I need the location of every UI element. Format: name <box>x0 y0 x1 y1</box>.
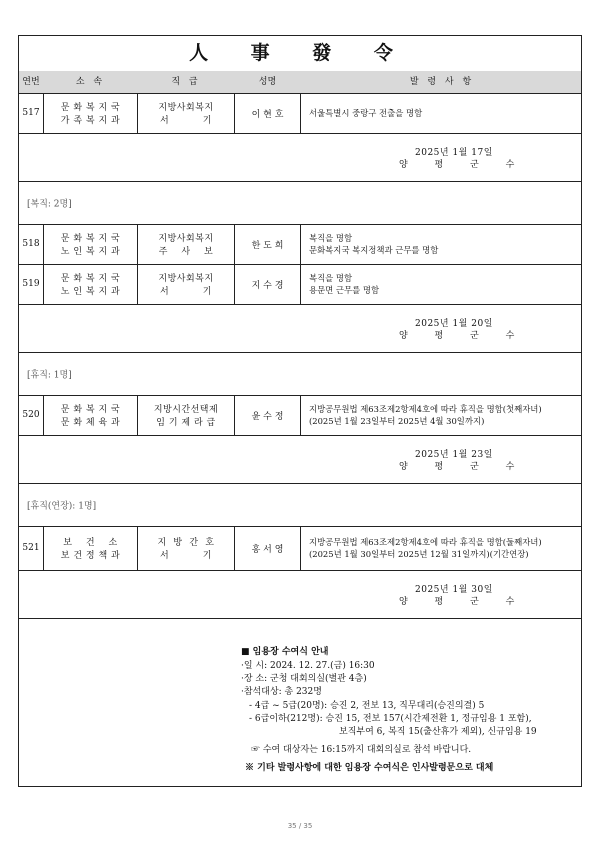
grade-line: 지 방 간 호 <box>157 538 215 548</box>
cell-order <box>309 264 579 304</box>
cell-num <box>19 395 43 435</box>
person-name: 이 현 호 <box>251 109 284 120</box>
order-line: (2025년 1월 30일부터 2025년 12월 31일까지)(기간연장) <box>309 549 529 559</box>
column-divider <box>300 395 301 435</box>
signature-row <box>19 133 581 182</box>
signer-name: 양 평 군 수 <box>399 160 527 170</box>
page-title: 人 事 發 令 <box>19 36 581 72</box>
order-line: 문화복지국 복지정책과 근무를 명함 <box>309 245 439 255</box>
dept-line: 문 화 체 육 과 <box>60 418 121 428</box>
page-number: 35 / 35 <box>287 822 313 830</box>
cell-num <box>19 93 43 133</box>
dept-line: 보 건 소 <box>63 538 118 548</box>
group-label: [휴직: 1명] <box>27 370 72 380</box>
ceremony-detail-2: - 6급이하(212명): 승진 15, 전보 157(시간제전환 1, 정규임용 1 포함), <box>249 714 532 724</box>
table-row <box>19 395 581 436</box>
cell-grade <box>138 93 234 133</box>
cell-order <box>309 224 579 264</box>
order-date: 2025년 1월 17일 <box>415 148 493 158</box>
group-label: [복직: 2명] <box>27 199 72 209</box>
dept-line: 가 족 복 지 과 <box>60 116 121 126</box>
ceremony-footnote: ※ 기타 발령사항에 대한 임용장 수여식은 인사발령문으로 대체 <box>245 763 494 773</box>
column-divider <box>300 93 301 133</box>
personnel-order-frame <box>18 35 582 787</box>
grade-line: 서 기 <box>160 116 212 126</box>
ceremony-date: ·일 시: 2024. 12. 27.(금) 16:30 <box>241 661 375 671</box>
order-line: 지방공무원법 제63조제2항제4호에 따라 휴직을 명함(첫째자녀) <box>309 404 542 414</box>
table-header <box>19 71 581 94</box>
dept-line: 문 화 복 지 국 <box>60 234 121 244</box>
group-label-row <box>19 181 581 225</box>
dept-line: 문 화 복 지 국 <box>60 274 121 284</box>
cell-dept <box>44 526 137 570</box>
row-number: 517 <box>22 108 40 118</box>
order-line: (2025년 1월 23일부터 2025년 4월 30일까지) <box>309 416 485 426</box>
cell-dept <box>44 395 137 435</box>
cell-name <box>235 93 300 133</box>
order-line: 용문면 근무를 명함 <box>309 285 380 295</box>
cell-order <box>309 526 579 570</box>
group-label: [휴직(연장): 1명] <box>27 501 97 511</box>
signer-name: 양 평 군 수 <box>399 462 527 472</box>
header-dept: 소 속 <box>75 77 106 87</box>
table-row <box>19 526 581 571</box>
cell-grade <box>138 224 234 264</box>
dept-line: 문 화 복 지 국 <box>60 405 121 415</box>
grade-line: 지방시간선택제 <box>153 405 219 415</box>
order-line: 지방공무원법 제63조제2항제4호에 따라 휴직을 명함(둘째자녀) <box>309 537 542 547</box>
person-name: 윤 수 정 <box>251 411 284 422</box>
header-name: 성명 <box>258 77 277 87</box>
column-divider <box>300 264 301 304</box>
grade-line: 지방사회복지 <box>158 274 214 284</box>
ceremony-target: ·참석대상: 총 232명 <box>241 687 322 697</box>
signature-row <box>19 304 581 353</box>
row-number: 518 <box>22 239 40 249</box>
row-number: 521 <box>22 543 40 553</box>
ceremony-notice-line: ☞ 수여 대상자는 16:15까지 대회의실로 참석 바랍니다. <box>251 745 472 755</box>
cell-name <box>235 395 300 435</box>
ceremony-place: ·장 소: 군청 대회의실(별관 4층) <box>241 674 367 684</box>
cell-dept <box>44 264 137 304</box>
table-row <box>19 224 581 265</box>
cell-grade <box>138 526 234 570</box>
dept-line: 노 인 복 지 과 <box>60 287 121 297</box>
ceremony-heading: ■ 임용장 수여식 안내 <box>241 647 329 657</box>
ceremony-detail-1: - 4급 ~ 5급(20명): 승진 2, 전보 13, 직무대리(승진의결) 5 <box>249 701 485 711</box>
person-name: 지 수 경 <box>251 280 284 291</box>
header-order: 발 령 사 항 <box>409 77 475 87</box>
header-num: 연번 <box>22 77 40 87</box>
signature-row <box>19 435 581 484</box>
person-name: 홍 서 영 <box>251 544 284 555</box>
grade-line: 임 기 제 라 급 <box>156 418 216 428</box>
cell-grade <box>138 395 234 435</box>
table-row <box>19 93 581 134</box>
group-label-row <box>19 483 581 527</box>
column-divider <box>300 224 301 264</box>
grade-line: 지방사회복지 <box>158 103 214 113</box>
signer-name: 양 평 군 수 <box>399 331 527 341</box>
cell-dept <box>44 224 137 264</box>
dept-line: 보 건 정 책 과 <box>60 551 121 561</box>
grade-line: 서 기 <box>160 551 212 561</box>
order-date: 2025년 1월 30일 <box>415 585 493 595</box>
cell-num <box>19 224 43 264</box>
grade-line: 주 사 보 <box>158 247 214 257</box>
cell-dept <box>44 93 137 133</box>
cell-num <box>19 526 43 570</box>
grade-line: 서 기 <box>160 287 212 297</box>
cell-order <box>309 93 579 133</box>
group-label-row <box>19 352 581 396</box>
dept-line: 노 인 복 지 과 <box>60 247 121 257</box>
grade-line: 지방사회복지 <box>158 234 214 244</box>
dept-line: 문 화 복 지 국 <box>60 103 121 113</box>
cell-name <box>235 224 300 264</box>
person-name: 한 도 희 <box>251 240 284 251</box>
ceremony-detail-3: 보직부여 6, 복직 15(출산휴가 제외), 신규임용 19 <box>339 727 537 737</box>
cell-num <box>19 264 43 304</box>
order-date: 2025년 1월 20일 <box>415 319 493 329</box>
order-line: 복직을 명함 <box>309 233 353 243</box>
order-line: 서울특별시 중랑구 전출을 명함 <box>309 108 423 118</box>
cell-name <box>235 264 300 304</box>
column-divider <box>300 526 301 570</box>
cell-order <box>309 395 579 435</box>
signature-row <box>19 570 581 619</box>
order-date: 2025년 1월 23일 <box>415 450 493 460</box>
row-number: 520 <box>22 410 40 420</box>
cell-name <box>235 526 300 570</box>
cell-grade <box>138 264 234 304</box>
signer-name: 양 평 군 수 <box>399 597 527 607</box>
header-grade: 직 급 <box>171 77 201 87</box>
row-number: 519 <box>22 279 40 289</box>
ceremony-notice <box>19 634 581 774</box>
table-row <box>19 264 581 305</box>
order-line: 복직을 명함 <box>309 273 353 283</box>
